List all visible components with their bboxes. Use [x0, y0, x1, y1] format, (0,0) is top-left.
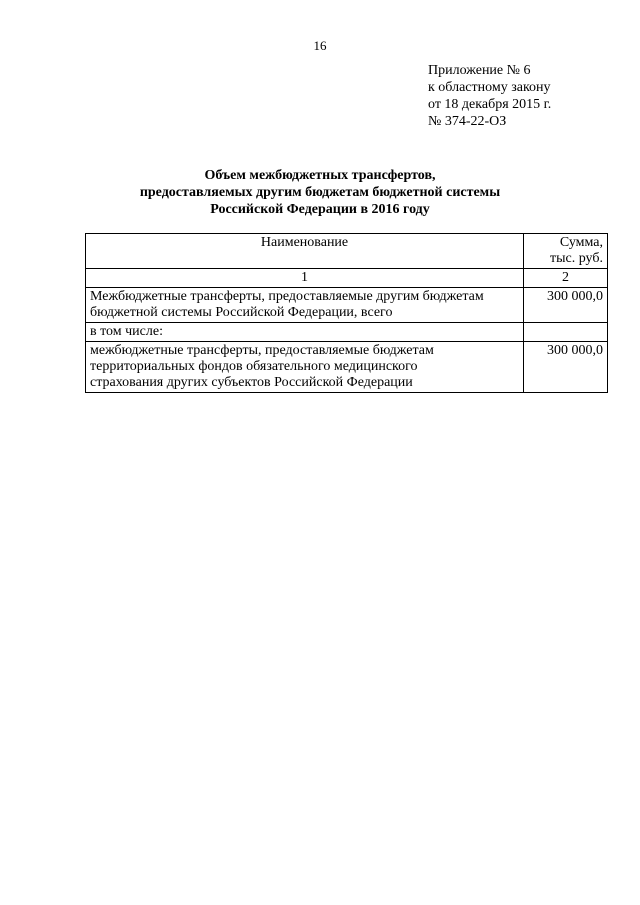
header-sum-label-2: тыс. руб. — [550, 251, 603, 266]
header-sum-label-1: Сумма, — [559, 235, 603, 250]
row-name-cell — [86, 323, 524, 342]
row-name-line: страхования других субъектов Российской Федерации — [90, 375, 413, 390]
annex-law-number: № 374-22-ОЗ — [428, 114, 507, 129]
row-name-line: в том числе: — [90, 324, 163, 339]
row-sum-cell: 300 000,0 — [524, 288, 608, 323]
annex-number: Приложение № 6 — [428, 63, 531, 78]
title-line-2: предоставляемых другим бюджетам бюджетной системы — [139, 185, 501, 200]
table-row — [86, 342, 608, 393]
column-number-2: 2 — [524, 269, 608, 288]
row-name-line: межбюджетные трансферты, предоставляемые бюджетам — [90, 343, 434, 358]
annex-law-reference: к областному закону — [428, 80, 551, 95]
table-row — [86, 288, 608, 323]
row-sum-cell — [524, 323, 608, 342]
transfers-table — [85, 233, 608, 393]
row-name-line: Межбюджетные трансферты, предоставляемые другим бюджетам — [90, 289, 484, 304]
row-name-cell — [86, 288, 524, 323]
table-header-row — [86, 234, 608, 269]
header-name-label: Наименование — [260, 235, 349, 250]
table-row — [86, 323, 608, 342]
column-number-row — [86, 269, 608, 288]
row-name-cell — [86, 342, 524, 393]
header-sum-cell — [524, 234, 608, 269]
title-line-3: Российской Федерации в 2016 году — [210, 202, 430, 217]
header-name-cell — [86, 234, 524, 269]
row-name-line: территориальных фондов обязательного медицинского — [90, 359, 418, 374]
document-title — [0, 167, 640, 218]
page-number: 16 — [313, 38, 327, 53]
annex-header — [428, 62, 551, 130]
row-sum-cell: 300 000,0 — [524, 342, 608, 393]
row-name-line: бюджетной системы Российской Федерации, всего — [90, 305, 393, 320]
annex-law-date: от 18 декабря 2015 г. — [428, 97, 552, 112]
title-line-1: Объем межбюджетных трансфертов, — [204, 168, 436, 183]
column-number-1: 1 — [86, 269, 524, 288]
